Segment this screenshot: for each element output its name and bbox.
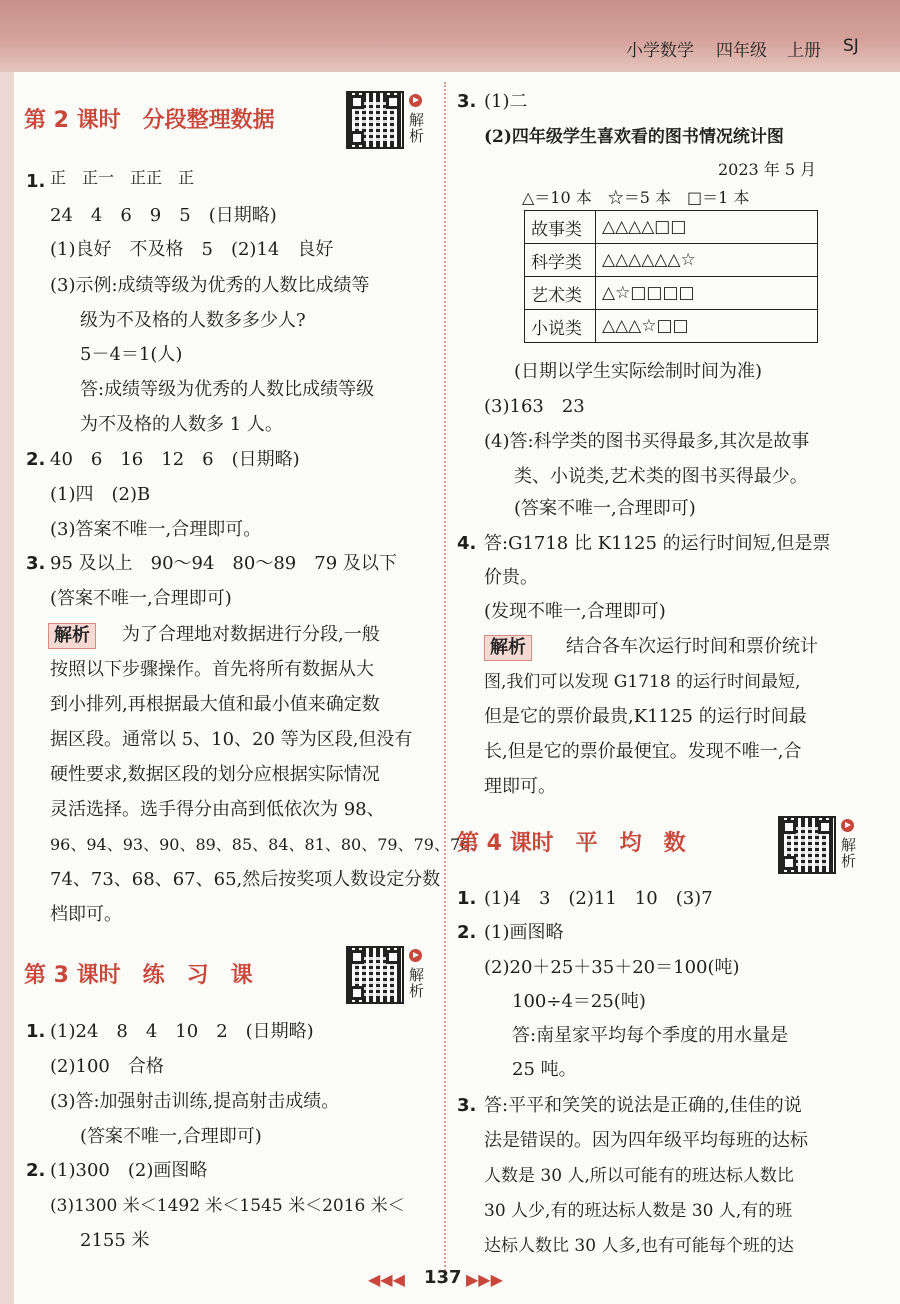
answer-line: 95 及以上 90～94 80～89 79 及以下	[50, 553, 397, 574]
analysis-text: 档即可。	[50, 904, 122, 925]
q4-number: 4.	[457, 533, 477, 554]
play-icon	[841, 819, 854, 832]
answer-line: 2155 米	[80, 1230, 150, 1251]
play-icon	[409, 949, 422, 962]
analysis-text: 但是它的票价最贵,K1125 的运行时间最	[484, 706, 807, 727]
header-subject: 小学数学	[626, 41, 694, 61]
column-divider	[444, 82, 446, 1282]
answer-line: (3)答:加强射击训练,提高射击成绩。	[50, 1091, 340, 1112]
answer-line: (3)1300 米＜1492 米＜1545 米＜2016 米＜	[50, 1196, 405, 1216]
answer-line: 级为不及格的人数多多少人?	[80, 310, 306, 331]
answer-line: 答:南星家平均每个季度的用水量是	[512, 1025, 789, 1046]
analysis-text: 到小排列,再根据最大值和最小值来确定数	[50, 694, 380, 715]
tally-marks: 正 正一 正正 正	[50, 168, 195, 187]
table-row	[525, 277, 818, 310]
answer-line: 人数是 30 人,所以可能有的班达标人数比	[484, 1166, 794, 1186]
category-cell: 故事类	[525, 211, 596, 244]
qr-code-lesson-2[interactable]	[346, 91, 404, 149]
answer-line: 法是错误的。因为四年级平均每班的达标	[484, 1130, 808, 1151]
header-edition: SJ	[843, 36, 859, 56]
pictograph-table	[524, 210, 818, 343]
table-row	[525, 244, 818, 277]
q1-number: 1.	[457, 888, 477, 909]
analysis-text: 为了合理地对数据进行分段,一般	[122, 624, 380, 645]
analysis-text: 结合各车次运行时间和票价统计	[566, 636, 818, 657]
analysis-text: 灵活选择。选手得分由高到低依次为 98、	[50, 799, 385, 820]
table-row	[525, 310, 818, 343]
chart-legend: △＝10 本 ☆＝5 本 □＝1 本	[522, 188, 750, 207]
answer-line: (4)答:科学类的图书买得最多,其次是故事	[484, 431, 810, 452]
answer-line: 答:成绩等级为优秀的人数比成绩等级	[80, 379, 375, 400]
answer-line: (2)20＋25＋35＋20＝100(吨)	[484, 957, 740, 978]
answer-line: (3)示例:成绩等级为优秀的人数比成绩等	[50, 275, 370, 296]
answer-line: (1)300 (2)画图略	[50, 1160, 208, 1181]
q3-number: 3.	[457, 1095, 477, 1116]
q1-number: 1.	[26, 171, 46, 192]
answer-line: 价贵。	[484, 567, 538, 588]
qr-code-lesson-3[interactable]	[346, 946, 404, 1004]
analysis-text: 据区段。通常以 5、10、20 等为区段,但没有	[50, 729, 413, 750]
lesson-3-title: 第 3 课时 练 习 课	[24, 963, 253, 988]
prev-arrows-icon: ◀◀◀	[368, 1270, 405, 1289]
qr-label: 解析	[409, 966, 425, 1000]
table-row	[525, 211, 818, 244]
answer-line: 答:G1718 比 K1125 的运行时间短,但是票	[484, 533, 831, 554]
chart-caption: (2)四年级学生喜欢看的图书情况统计图	[484, 127, 784, 147]
analysis-text: 按照以下步骤操作。首先将所有数据从大	[50, 659, 374, 680]
answer-line: (3)答案不唯一,合理即可。	[50, 519, 262, 540]
answer-line: 25 吨。	[512, 1059, 577, 1080]
q2-number: 2.	[26, 449, 46, 470]
analysis-text: 96、94、93、90、89、85、84、81、80、79、79、76、	[50, 835, 487, 854]
q2-number: 2.	[26, 1160, 46, 1181]
answer-line: (1)四 (2)B	[50, 484, 151, 505]
answer-line: (3)163 23	[484, 396, 585, 417]
answer-line: (日期以学生实际绘制时间为准)	[514, 361, 763, 382]
symbol-cell: △△△△△△☆	[596, 244, 818, 277]
answer-line: 30 人少,有的班达标人数是 30 人,有的班	[484, 1201, 793, 1221]
answer-line: 5－4＝1(人)	[80, 344, 183, 365]
symbol-cell: △△△☆□□	[596, 310, 818, 343]
answer-line: (答案不唯一,合理即可)	[50, 588, 232, 609]
answer-line: (答案不唯一,合理即可)	[80, 1126, 262, 1147]
lesson-2-title: 第 2 课时 分段整理数据	[24, 108, 275, 133]
answer-line: (1)画图略	[484, 922, 564, 943]
analysis-text: 硬性要求,数据区段的划分应根据实际情况	[50, 764, 380, 785]
answer-line: 100÷4＝25(吨)	[512, 991, 646, 1012]
answer-line: (1)二	[484, 91, 528, 112]
lesson-4-title: 第 4 课时 平 均 数	[457, 831, 686, 856]
header-grade: 四年级	[716, 41, 767, 61]
header-volume: 上册	[787, 41, 821, 61]
q3-number: 3.	[457, 91, 477, 112]
category-cell: 小说类	[525, 310, 596, 343]
analysis-text: 理即可。	[484, 776, 556, 797]
category-cell: 科学类	[525, 244, 596, 277]
play-icon	[409, 94, 422, 107]
category-cell: 艺术类	[525, 277, 596, 310]
qr-label: 解析	[409, 111, 425, 145]
answer-line: 24 4 6 9 5 (日期略)	[50, 205, 277, 226]
q1-number: 1.	[26, 1021, 46, 1042]
q2-number: 2.	[457, 922, 477, 943]
answer-line: (1)4 3 (2)11 10 (3)7	[484, 888, 713, 909]
next-arrows-icon: ▶▶▶	[466, 1270, 503, 1289]
chart-date: 2023 年 5 月	[718, 160, 817, 179]
left-margin-band	[0, 72, 14, 1304]
answer-line: (发现不唯一,合理即可)	[484, 601, 666, 622]
answer-line: 答:平平和笑笑的说法是正确的,佳佳的说	[484, 1095, 802, 1116]
answer-line: (2)100 合格	[50, 1056, 164, 1077]
qr-code-lesson-4[interactable]	[778, 816, 836, 874]
answer-line: 为不及格的人数多 1 人。	[80, 414, 283, 435]
symbol-cell: △☆□□□□	[596, 277, 818, 310]
analysis-tag: 解析	[484, 635, 532, 661]
analysis-text: 长,但是它的票价最便宜。发现不唯一,合	[484, 741, 802, 762]
answer-line: 40 6 16 12 6 (日期略)	[50, 449, 300, 470]
analysis-text: 图,我们可以发现 G1718 的运行时间最短,	[484, 672, 801, 692]
qr-label: 解析	[841, 836, 857, 870]
analysis-tag: 解析	[48, 623, 96, 649]
answer-line: (答案不唯一,合理即可)	[514, 498, 696, 519]
analysis-text: 74、73、68、67、65,然后按奖项人数设定分数	[50, 869, 441, 890]
answer-line: 达标人数比 30 人多,也有可能每个班的达	[484, 1236, 794, 1256]
q3-number: 3.	[26, 553, 46, 574]
answer-line: 类、小说类,艺术类的图书买得最少。	[514, 466, 808, 487]
answer-line: (1)24 8 4 10 2 (日期略)	[50, 1021, 314, 1042]
page-number: 137	[424, 1267, 462, 1288]
answer-line: (1)良好 不及格 5 (2)14 良好	[50, 239, 334, 260]
symbol-cell: △△△△□□	[596, 211, 818, 244]
